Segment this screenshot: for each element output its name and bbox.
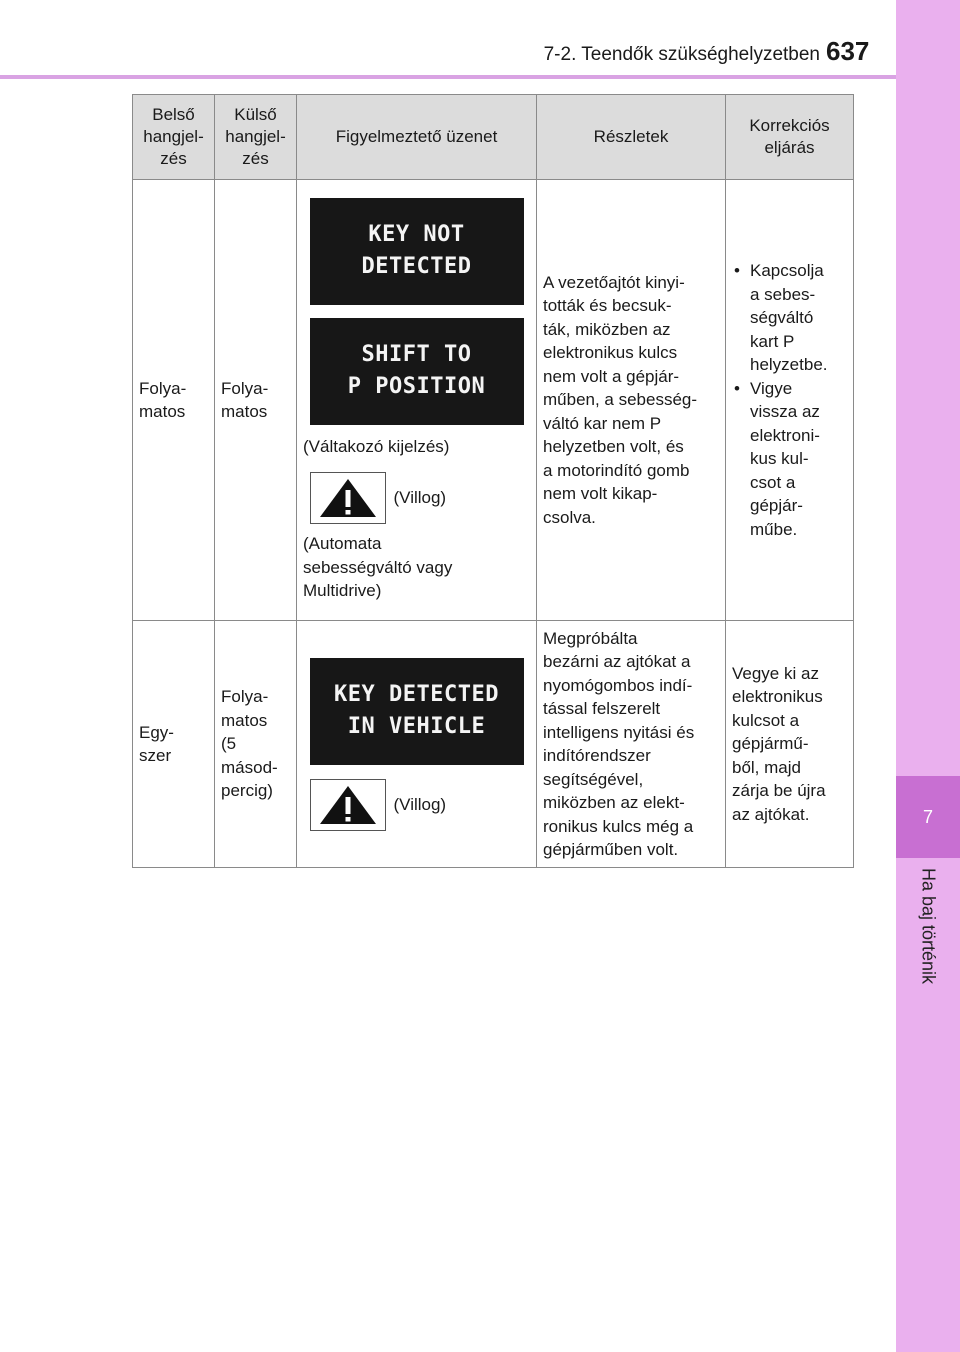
lcd-line: SHIFT TO (361, 342, 472, 367)
warning-triangle-icon (310, 472, 386, 524)
lcd-message-shift-to-p (310, 318, 524, 425)
page-number: 637 (826, 36, 870, 66)
list-item: • Vigye vissza az elektroni- kus kul- csot a gépjár- műbe. (732, 377, 847, 542)
procedure-cell (726, 180, 854, 621)
blinking-note: (Villog) (393, 794, 447, 814)
column-header-internal-buzzer: Belső hangjel- zés (133, 95, 215, 180)
transmission-note: (Automata sebességváltó vagy Multidrive) (303, 534, 453, 600)
lcd-message-key-not-detected (310, 198, 524, 305)
warning-table (132, 94, 854, 868)
procedure-cell: Vegye ki az elektronikus kulcsot a gépjármű- ből, majd zárja be újra az ajtókat. (726, 621, 854, 868)
table-header-row (133, 95, 854, 180)
lcd-line: IN VEHICLE (347, 714, 486, 739)
external-buzzer-cell: Folya- matos (5 másod- percig) (215, 621, 297, 868)
warning-message-cell (297, 621, 537, 868)
column-header-procedure: Korrekciós eljárás (726, 95, 854, 180)
lcd-message-key-detected (310, 658, 524, 765)
details-cell: Megpróbálta bezárni az ajtókat a nyomógombos indí- tással felszerelt intelligens nyitási és indítórendszer segítségével, miközben az elekt- ronikus kulcs még a gépjárműben volt. (537, 621, 726, 868)
column-header-warning-message: Figyelmeztető üzenet (297, 95, 537, 180)
table-row (133, 621, 854, 868)
procedure-list (732, 259, 847, 541)
internal-buzzer-cell: Folya- matos (133, 180, 215, 621)
table-row (133, 180, 854, 621)
list-item: • Kapcsolja a sebes- ségváltó kart P helyzetbe. (732, 259, 847, 377)
warning-indicator (310, 779, 524, 831)
lcd-line: KEY NOT (368, 222, 465, 247)
external-buzzer-cell: Folya- matos (215, 180, 297, 621)
alternating-display-note: (Váltakozó kijelzés) (303, 436, 450, 456)
chapter-side-tab (896, 0, 960, 1352)
column-header-details: Részletek (537, 95, 726, 180)
warning-triangle-icon (310, 779, 386, 831)
header-divider (0, 75, 896, 79)
lcd-line: P POSITION (347, 374, 486, 399)
warning-message-cell (297, 180, 537, 621)
section-title: 7-2. Teendők szükséghelyzetben (543, 44, 820, 65)
details-cell: A vezetőajtót kinyi- tották és becsuk- ták, miközben az elektronikus kulcs nem volt a gépjár- műben, a sebesség- váltó kar nem P helyzetben volt, és a motorindító gomb nem volt kikap- csolva. (537, 180, 726, 621)
lcd-line: DETECTED (361, 254, 472, 279)
internal-buzzer-cell: Egy- szer (133, 621, 215, 868)
blinking-note: (Villog) (393, 488, 447, 508)
lcd-line: KEY DETECTED (334, 682, 499, 707)
chapter-label: Ha baj történik (918, 868, 939, 985)
column-header-external-buzzer: Külső hangjel- zés (215, 95, 297, 180)
warning-indicator (310, 472, 524, 524)
chapter-number-badge: 7 (896, 776, 960, 858)
